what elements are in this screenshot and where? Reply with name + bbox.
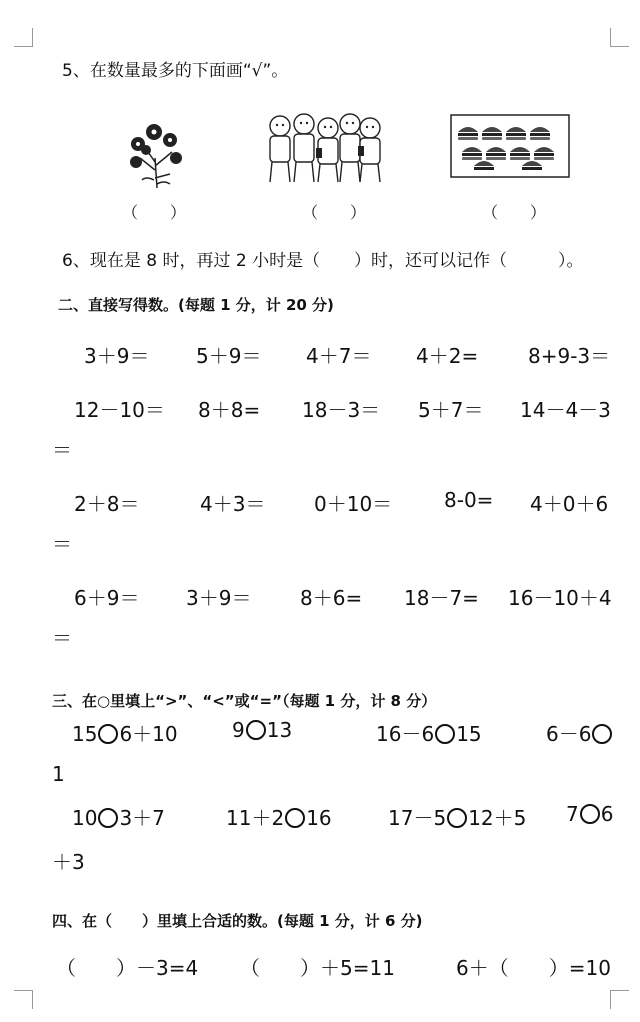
q5-title: 5、在数量最多的下面画“√”。 — [62, 61, 289, 81]
q5-answer-paren-3[interactable]: （ ） — [482, 203, 547, 222]
s2-problem: 18－3＝ — [302, 398, 381, 422]
s3-right: 6＋10 — [119, 722, 178, 746]
s3-comparison — [388, 802, 526, 831]
s2-problem: 8-0= — [444, 488, 494, 512]
q5-answer-paren-2[interactable]: （ ） — [302, 203, 367, 222]
s3-comparison — [226, 802, 332, 831]
s3-right: 13 — [266, 718, 293, 742]
hamburgers-picture — [450, 114, 570, 178]
section2-heading: 二、直接写得数。(每题 1 分，计 20 分) — [58, 296, 334, 314]
s3-comparison — [72, 718, 178, 747]
s2-problem: 4＋0＋6 — [530, 492, 609, 516]
s3-comparison — [72, 802, 165, 831]
crop-mark-top-right — [610, 28, 629, 47]
s3-left: 11＋2 — [226, 806, 285, 830]
compare-circle-input[interactable] — [98, 808, 118, 828]
s2-problem: 18－7= — [404, 586, 479, 610]
s2-problem: 4＋3＝ — [200, 492, 266, 516]
s3-left: 10 — [72, 806, 98, 830]
s3-comparison — [546, 718, 613, 747]
s3-comparison — [566, 802, 613, 826]
section4-heading: 四、在（ ）里填上合适的数。(每题 1 分，计 6 分) — [52, 912, 423, 930]
s3-left: 7 — [566, 802, 579, 826]
q6-text: 6、现在是 8 时，再过 2 小时是（ ）时，还可以记作（ ）。 — [62, 251, 584, 271]
s2-problem: 8＋8= — [198, 398, 261, 422]
s3-comparison — [376, 718, 482, 747]
s2-problem: 12－10＝ — [74, 398, 165, 422]
s2-problem: 5＋9＝ — [196, 344, 262, 368]
s3-right: 3＋7 — [119, 806, 165, 830]
s4-fill-blank[interactable]: （ ）＋5=11 — [240, 956, 395, 980]
s3-right: 12＋5 — [468, 806, 527, 830]
s2-problem: 6＋9＝ — [74, 586, 140, 610]
s2-problem: 8+9-3＝ — [528, 344, 611, 368]
compare-circle-input[interactable] — [285, 808, 305, 828]
compare-circle-input[interactable] — [592, 724, 612, 744]
s3-left: 6－6 — [546, 722, 592, 746]
crop-mark-bottom-left — [14, 990, 33, 1009]
s3-right: 6 — [600, 802, 614, 826]
compare-circle-input[interactable] — [580, 804, 600, 824]
flowers-picture — [124, 118, 190, 190]
s2-problem: 16－10＋4 — [508, 586, 612, 610]
compare-circle-input[interactable] — [447, 808, 467, 828]
s3-right: 15 — [456, 722, 482, 746]
children-picture — [262, 108, 386, 188]
crop-mark-top-left — [14, 28, 33, 47]
s3-left: 17－5 — [388, 806, 447, 830]
s2-wrap-equals: ＝ — [52, 438, 72, 462]
s2-problem: 5＋7＝ — [418, 398, 484, 422]
s3-wrap-text: 1 — [52, 762, 65, 786]
s2-wrap-equals: ＝ — [52, 626, 72, 650]
s3-right: 16 — [306, 806, 332, 830]
compare-circle-input[interactable] — [246, 720, 266, 740]
s2-wrap-equals: ＝ — [52, 532, 72, 556]
s2-problem: 4＋2= — [416, 344, 479, 368]
compare-circle-input[interactable] — [98, 724, 118, 744]
compare-circle-input[interactable] — [435, 724, 455, 744]
crop-mark-bottom-right — [610, 990, 629, 1009]
s4-fill-blank[interactable]: （ ）－3=4 — [56, 956, 199, 980]
s2-problem: 3＋9＝ — [84, 344, 150, 368]
s4-fill-blank[interactable]: 6＋（ ）=10 — [456, 956, 611, 980]
q5-answer-paren-1[interactable]: （ ） — [122, 203, 187, 222]
s3-left: 15 — [72, 722, 98, 746]
s3-left: 16－6 — [376, 722, 435, 746]
s2-problem: 14－4－3 — [520, 398, 611, 422]
s2-problem: 4＋7＝ — [306, 344, 372, 368]
section3-heading: 三、在○里填上“>”、“<”或“=”（每题 1 分，计 8 分） — [52, 692, 437, 710]
s2-problem: 2＋8＝ — [74, 492, 140, 516]
s3-wrap-text: ＋3 — [52, 850, 85, 874]
s3-comparison — [232, 718, 292, 742]
s3-left: 9 — [232, 718, 245, 742]
s2-problem: 0＋10＝ — [314, 492, 393, 516]
s2-problem: 3＋9＝ — [186, 586, 252, 610]
s2-problem: 8＋6= — [300, 586, 363, 610]
